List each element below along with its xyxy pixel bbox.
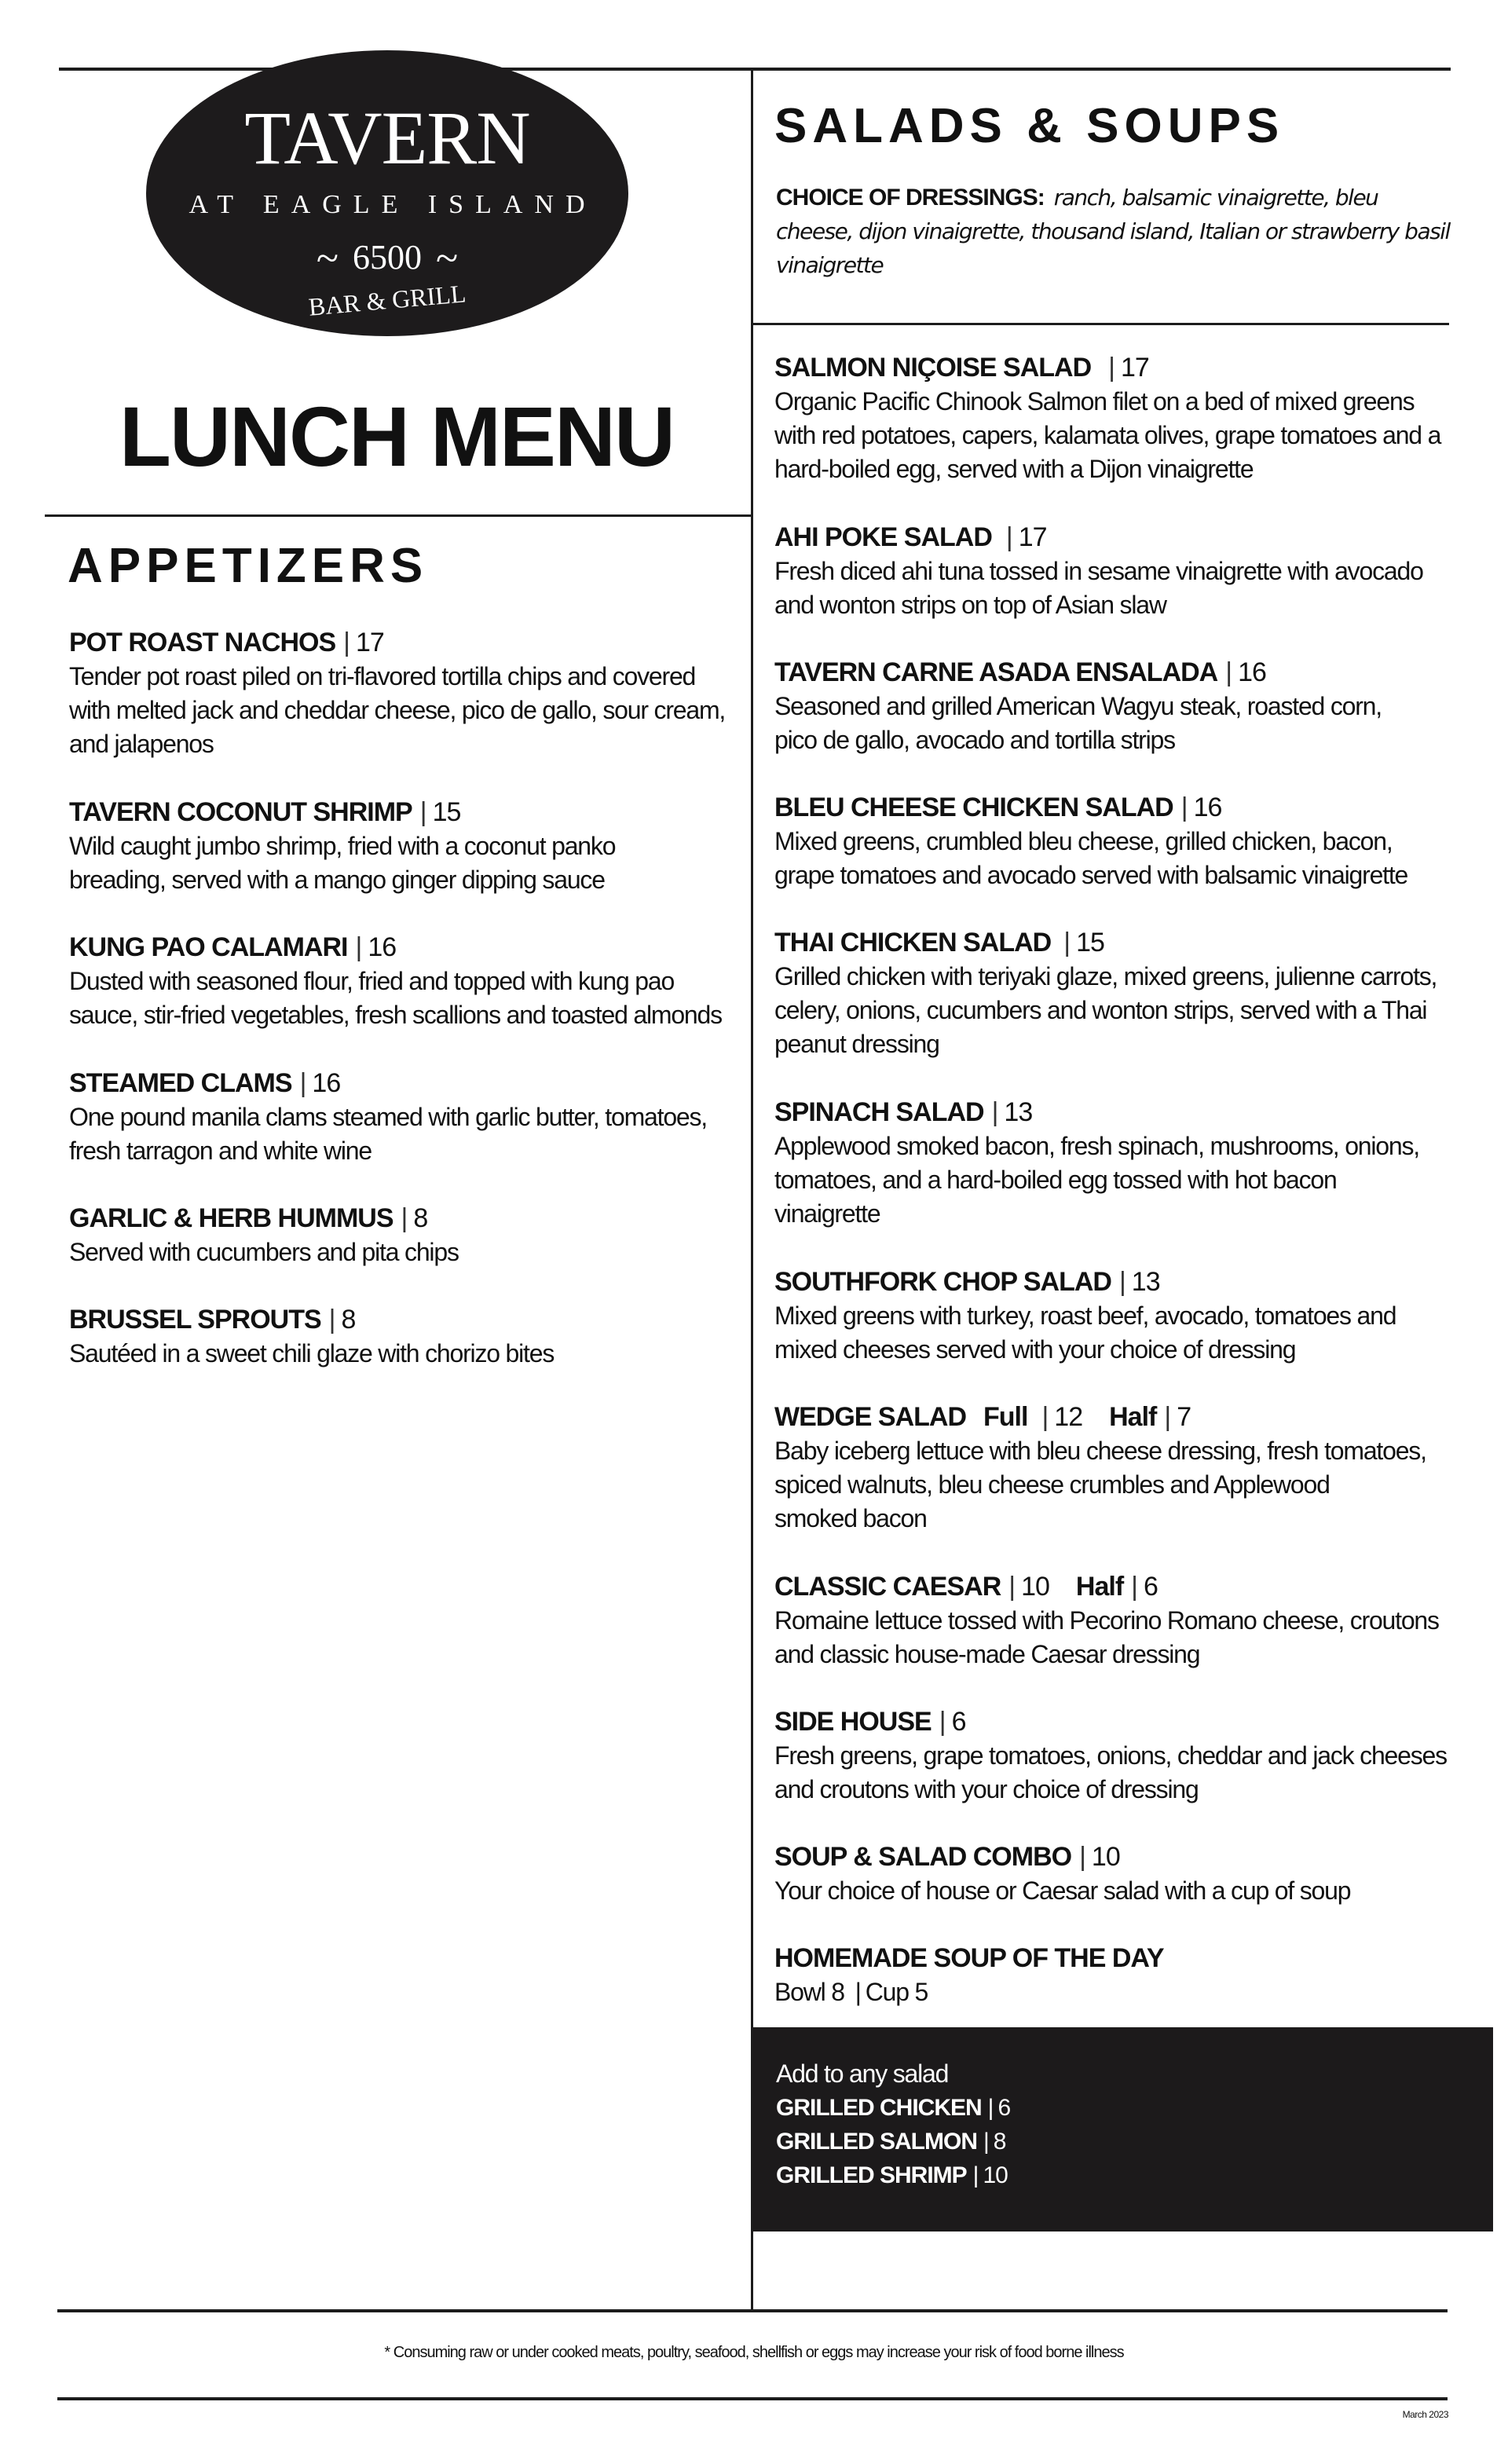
bowl-price: 8 xyxy=(831,1978,844,2006)
item-name: POT ROAST NACHOS xyxy=(69,628,336,657)
item-description xyxy=(774,1299,1458,1367)
addon-item xyxy=(776,2158,1493,2192)
item-description xyxy=(774,690,1458,757)
desc-line: vinaigrette xyxy=(774,1199,880,1228)
item-price: 6 xyxy=(951,1707,966,1737)
desc-line: Baby iceberg lettuce with bleu cheese dressing, fresh tomatoes, xyxy=(774,1437,1426,1465)
separator: | xyxy=(401,1203,408,1233)
item-description xyxy=(774,555,1458,622)
dressings-note xyxy=(776,181,1451,282)
item-price: 10 xyxy=(1021,1572,1049,1602)
item-price: 17 xyxy=(1120,353,1149,383)
item-price: 12 xyxy=(1054,1402,1083,1432)
cup-label: Cup xyxy=(865,1978,909,2006)
menu-item xyxy=(69,795,752,897)
item-name: KUNG PAO CALAMARI xyxy=(69,932,348,962)
addon-price: 6 xyxy=(997,2095,1011,2121)
separator: | xyxy=(1180,793,1188,822)
item-description xyxy=(774,1604,1458,1671)
desc-line: smoked bacon xyxy=(774,1504,927,1532)
menu-item xyxy=(774,790,1458,892)
separator: | xyxy=(991,1097,998,1127)
addon-price: 10 xyxy=(983,2162,1008,2188)
desc-line: with red potatoes, capers, kalamata olives, grape tomatoes and a xyxy=(774,421,1441,449)
menu-item xyxy=(774,520,1458,622)
desc-line: sauce, stir-fried vegetables, fresh scallions and toasted almonds xyxy=(69,1001,722,1029)
desc-line: fresh tarragon and white wine xyxy=(69,1137,372,1165)
item-name: SOUTHFORK CHOP SALAD xyxy=(774,1267,1111,1297)
separator: | xyxy=(1079,1842,1085,1872)
desc-line: and wonton strips on top of Asian slaw xyxy=(774,591,1166,619)
desc-line: Sautéed in a sweet chili glaze with chorizo bites xyxy=(69,1339,555,1367)
item-description xyxy=(774,385,1458,486)
desc-line: Grilled chicken with teriyaki glaze, mixed greens, julienne carrots, xyxy=(774,962,1437,990)
swash-left-icon: ~ xyxy=(316,236,339,281)
desc-line: breading, served with a mango ginger dipping sauce xyxy=(69,866,605,894)
separator: | xyxy=(419,797,426,827)
menu-item xyxy=(774,1704,1458,1807)
addon-name: GRILLED SHRIMP xyxy=(776,2162,967,2188)
separator: | xyxy=(1164,1402,1171,1432)
logo-title: TAVERN xyxy=(244,96,530,180)
addon-item xyxy=(776,2125,1493,2158)
addon-name: GRILLED CHICKEN xyxy=(776,2095,982,2121)
desc-line: Seasoned and grilled American Wagyu steak, roasted corn, xyxy=(774,692,1382,720)
desc-line: One pound manila clams steamed with garlic butter, tomatoes, xyxy=(69,1103,708,1131)
item-price: 13 xyxy=(1004,1097,1033,1127)
desc-line: Organic Pacific Chinook Salmon filet on a bed of mixed greens xyxy=(774,387,1415,416)
desc-line: spiced walnuts, bleu cheese crumbles and Applewood xyxy=(774,1470,1330,1499)
separator: | xyxy=(983,2129,989,2155)
separator: | xyxy=(1131,1572,1137,1602)
item-description xyxy=(69,829,752,897)
item-description xyxy=(774,1129,1458,1231)
separator: | xyxy=(1108,353,1115,383)
item-description xyxy=(69,660,752,761)
desc-line: peanut dressing xyxy=(774,1030,939,1058)
item-name: BRUSSEL SPROUTS xyxy=(69,1305,321,1335)
separator: | xyxy=(987,2095,994,2121)
item-description xyxy=(774,1434,1458,1536)
desc-line: and classic house-made Caesar dressing xyxy=(774,1640,1200,1668)
item-name: SPINACH SALAD xyxy=(774,1097,984,1127)
item-name: WEDGE SALAD xyxy=(774,1402,966,1432)
item-name: CLASSIC CAESAR xyxy=(774,1572,1001,1602)
item-name: HOMEMADE SOUP OF THE DAY xyxy=(774,1943,1164,1973)
title-divider xyxy=(45,514,752,517)
logo-subtitle: AT EAGLE ISLAND xyxy=(188,190,597,219)
menu-item xyxy=(774,1569,1458,1671)
separator: | xyxy=(1225,657,1232,687)
item-description xyxy=(774,960,1458,1061)
bowl-label: Bowl xyxy=(774,1978,825,2006)
menu-date: March 2023 xyxy=(1402,2409,1448,2420)
column-divider xyxy=(751,68,753,2312)
desc-line: Applewood smoked bacon, fresh spinach, mushrooms, onions, xyxy=(774,1132,1419,1160)
dressings-list: ranch, balsamic vinaigrette, bleu cheese, dijon vinaigrette, thousand island, Italian or strawberry basil vinaigrette xyxy=(776,185,1450,278)
separator: | xyxy=(1008,1572,1016,1602)
half-price: 6 xyxy=(1144,1572,1158,1602)
menu-item xyxy=(774,1265,1458,1367)
item-price: 13 xyxy=(1131,1267,1160,1297)
desc-line: pico de gallo, avocado and tortilla strips xyxy=(774,726,1175,754)
item-price: 17 xyxy=(1018,522,1047,552)
item-name: THAI CHICKEN SALAD xyxy=(774,928,1052,957)
separator: | xyxy=(1005,522,1012,552)
item-name: SIDE HOUSE xyxy=(774,1707,932,1737)
menu-item xyxy=(69,625,752,761)
item-name: SOUP & SALAD COMBO xyxy=(774,1842,1072,1872)
item-name: STEAMED CLAMS xyxy=(69,1068,292,1098)
item-description xyxy=(69,1236,752,1269)
item-price: 16 xyxy=(1193,793,1222,822)
desc-line: and jalapenos xyxy=(69,730,214,758)
separator: | xyxy=(343,628,350,657)
desc-line: Served with cucumbers and pita chips xyxy=(69,1238,459,1266)
separator: | xyxy=(1118,1267,1126,1297)
salads-heading: SALADS & SOUPS xyxy=(774,99,1285,153)
item-description xyxy=(774,1874,1458,1908)
item-description xyxy=(774,825,1458,892)
desc-line: Mixed greens with turkey, roast beef, avocado, tomatoes and xyxy=(774,1302,1396,1330)
logo-number: 6500 xyxy=(353,238,422,276)
item-name: AHI POKE SALAD xyxy=(774,522,992,552)
item-price: 10 xyxy=(1091,1842,1120,1872)
menu-item xyxy=(69,930,752,1032)
menu-item xyxy=(774,1400,1458,1536)
separator: | xyxy=(972,2162,979,2188)
logo-tagline: BAR & GRILL xyxy=(307,279,467,321)
dressings-label: CHOICE OF DRESSINGS: xyxy=(776,185,1045,211)
menu-item xyxy=(69,1201,752,1269)
page-title: LUNCH MENU xyxy=(119,389,674,484)
item-price: 17 xyxy=(355,628,384,657)
soup-prices xyxy=(774,1975,1458,2009)
separator: | xyxy=(1041,1402,1049,1432)
half-price: 7 xyxy=(1177,1402,1191,1432)
desc-line: Tender pot roast piled on tri-flavored tortilla chips and covered xyxy=(69,662,696,690)
logo xyxy=(146,50,628,336)
item-description xyxy=(69,1337,752,1371)
bottom-border xyxy=(57,2309,1448,2312)
menu-item xyxy=(774,655,1458,757)
menu-item xyxy=(69,1302,752,1371)
separator: | xyxy=(855,1978,861,2006)
swash-right-icon: ~ xyxy=(436,236,459,281)
half-label: Half xyxy=(1075,1572,1124,1602)
menu-item xyxy=(774,1840,1458,1908)
separator: | xyxy=(939,1707,946,1737)
desc-line: celery, onions, cucumbers and wonton strips, served with a Thai xyxy=(774,996,1427,1024)
menu-item xyxy=(774,1941,1458,2009)
menu-item xyxy=(774,350,1458,486)
full-label: Full xyxy=(983,1402,1028,1432)
item-name: BLEU CHEESE CHICKEN SALAD xyxy=(774,793,1173,822)
menu-item xyxy=(774,1095,1458,1231)
separator: | xyxy=(1063,928,1071,957)
item-name: TAVERN COCONUT SHRIMP xyxy=(69,797,412,827)
addons-intro: Add to any salad xyxy=(776,2059,949,2088)
desc-line: tomatoes, and a hard-boiled egg tossed with hot bacon xyxy=(774,1166,1337,1194)
menu-item xyxy=(69,1066,752,1168)
item-name: TAVERN CARNE ASADA ENSALADA xyxy=(774,657,1218,687)
item-name: SALMON NIÇOISE SALAD xyxy=(774,353,1092,383)
separator: | xyxy=(299,1068,306,1098)
appetizers-heading: APPETIZERS xyxy=(68,539,429,593)
separator: | xyxy=(328,1305,335,1335)
item-name: GARLIC & HERB HUMMUS xyxy=(69,1203,393,1233)
item-description xyxy=(69,1100,752,1168)
item-price: 16 xyxy=(312,1068,341,1098)
item-description xyxy=(69,965,752,1032)
half-label: Half xyxy=(1109,1402,1157,1432)
addon-name: GRILLED SALMON xyxy=(776,2129,977,2155)
addon-item xyxy=(776,2091,1493,2125)
addons-box xyxy=(752,2027,1493,2232)
desc-line: with melted jack and cheddar cheese, pico de gallo, sour cream, xyxy=(69,696,726,724)
item-price: 8 xyxy=(413,1203,428,1233)
desc-line: mixed cheeses served with your choice of dressing xyxy=(774,1335,1296,1364)
item-description xyxy=(774,1739,1458,1807)
desc-line: Your choice of house or Caesar salad with a cup of soup xyxy=(774,1876,1351,1905)
separator: | xyxy=(355,932,362,962)
salads-header-divider xyxy=(752,323,1449,325)
menu-item xyxy=(774,925,1458,1061)
desc-line: grape tomatoes and avocado served with balsamic vinaigrette xyxy=(774,861,1408,889)
cup-price: 5 xyxy=(914,1978,928,2006)
item-price: 16 xyxy=(1238,657,1266,687)
item-price: 15 xyxy=(432,797,461,827)
desc-line: Fresh greens, grape tomatoes, onions, cheddar and jack cheeses xyxy=(774,1741,1447,1770)
desc-line: Mixed greens, crumbled bleu cheese, grilled chicken, bacon, xyxy=(774,827,1393,855)
footer-border xyxy=(57,2397,1448,2400)
addon-price: 8 xyxy=(993,2129,1006,2155)
item-price: 8 xyxy=(341,1305,356,1335)
desc-line: Fresh diced ahi tuna tossed in sesame vinaigrette with avocado xyxy=(774,557,1423,585)
item-price: 15 xyxy=(1076,928,1104,957)
desc-line: hard-boiled egg, served with a Dijon vinaigrette xyxy=(774,455,1254,483)
item-price: 16 xyxy=(368,932,397,962)
desc-line: Romaine lettuce tossed with Pecorino Romano cheese, croutons xyxy=(774,1606,1439,1635)
desc-line: and croutons with your choice of dressing xyxy=(774,1775,1199,1803)
desc-line: Dusted with seasoned flour, fried and topped with kung pao xyxy=(69,967,675,995)
desc-line: Wild caught jumbo shrimp, fried with a coconut panko xyxy=(69,832,616,860)
food-safety-disclaimer: * Consuming raw or under cooked meats, poultry, seafood, shellfish or eggs may increase your risk of food borne illness xyxy=(384,2344,1124,2361)
